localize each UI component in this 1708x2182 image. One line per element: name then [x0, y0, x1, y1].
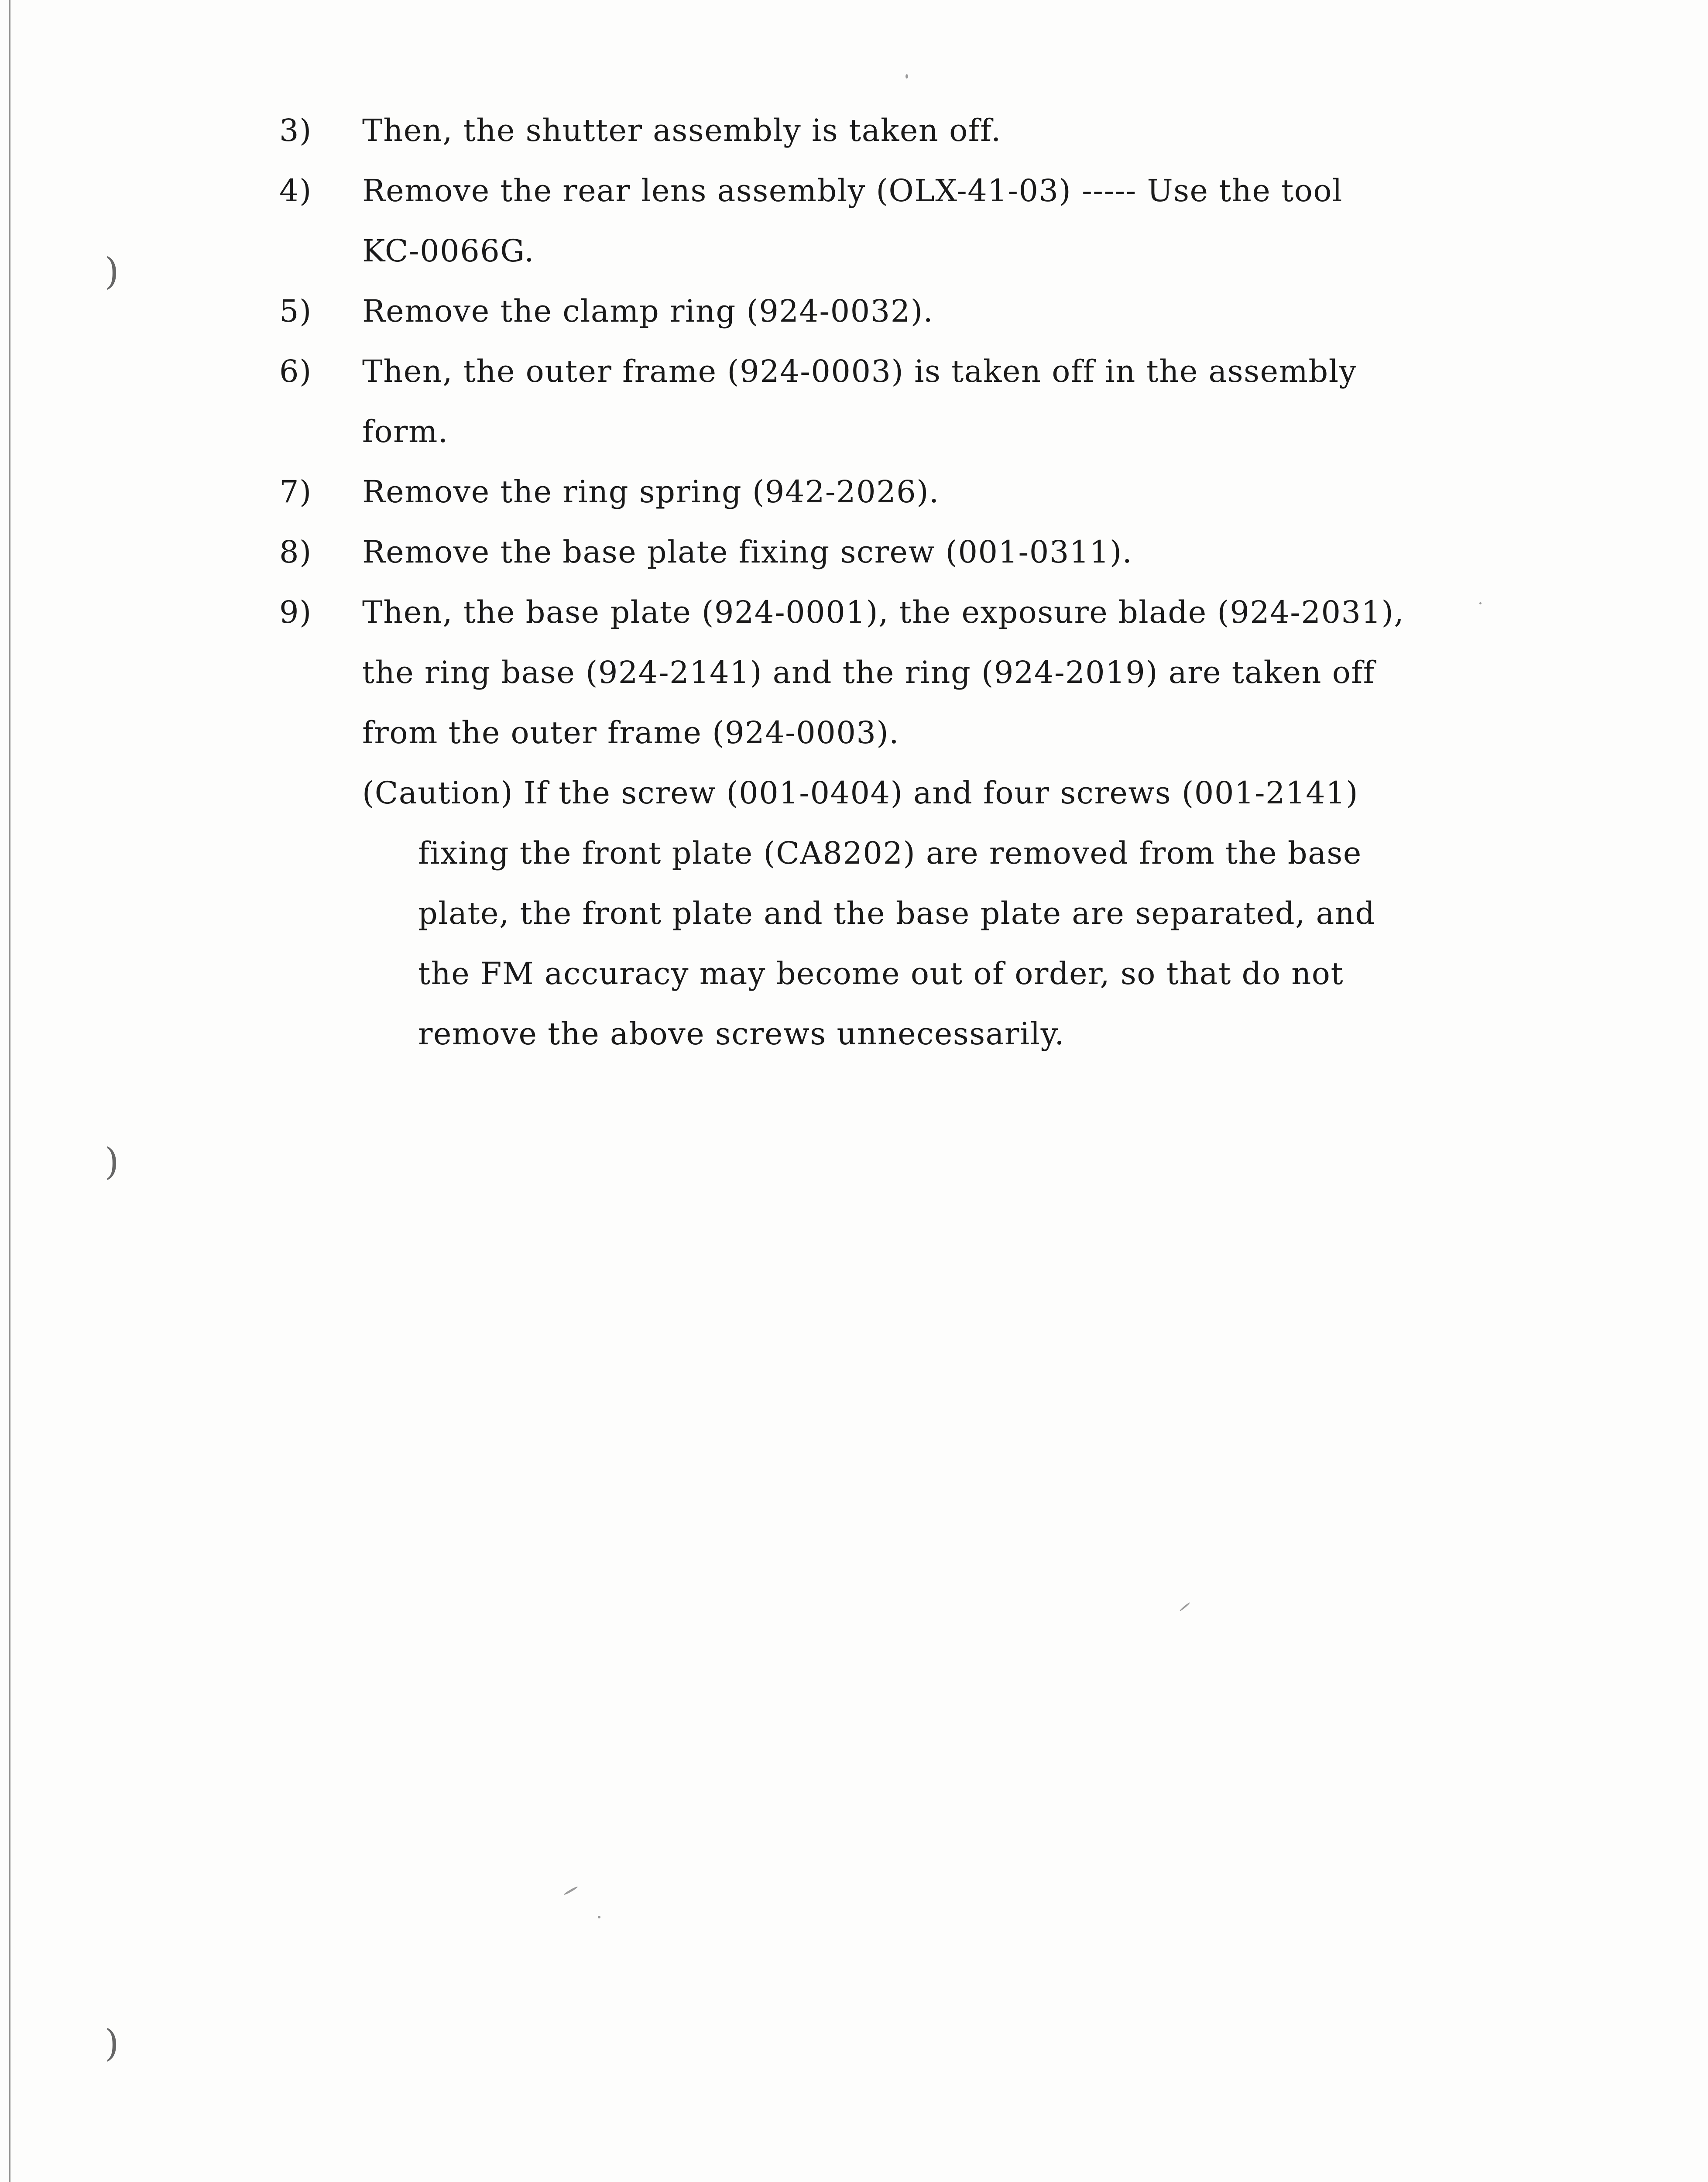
caution-note: [362, 763, 1588, 1064]
scan-speck: [1179, 1602, 1190, 1612]
step-text: [362, 281, 1588, 341]
step-text: [362, 161, 1588, 281]
step-line: Then, the base plate (924-0001), the exposure blade (924-2031),: [362, 594, 1405, 630]
binding-mark: ): [105, 250, 119, 293]
caution-line: (Caution) If the screw (001-0404) and four screws (001-2141): [362, 775, 1359, 811]
binding-mark: ): [105, 1140, 119, 1183]
scan-speck: [905, 74, 908, 79]
step-text: [362, 100, 1588, 161]
step-item: [279, 100, 1588, 161]
step-item: [279, 341, 1588, 462]
binding-mark: ): [105, 2022, 119, 2065]
step-item: [279, 161, 1588, 281]
step-line: the ring base (924-2141) and the ring (924-2019) are taken off: [362, 655, 1375, 690]
step-line: Remove the rear lens assembly (OLX-41-03) ----- Use the tool: [362, 173, 1343, 209]
step-line: Then, the shutter assembly is taken off.: [362, 113, 1001, 148]
step-item: [279, 462, 1588, 522]
step-line: Remove the base plate fixing screw (001-0311).: [362, 534, 1133, 570]
step-line: Remove the ring spring (942-2026).: [362, 474, 940, 510]
step-text: [362, 582, 1588, 763]
caution-line: plate, the front plate and the base plate are separated, and: [418, 895, 1375, 931]
step-number: 3): [279, 113, 312, 148]
step-line: Remove the clamp ring (924-0032).: [362, 293, 934, 329]
step-text: [362, 341, 1588, 462]
step-line: form.: [362, 414, 449, 449]
step-number: 5): [279, 293, 312, 329]
step-line: KC-0066G.: [362, 233, 535, 269]
step-line: Then, the outer frame (924-0003) is taken off in the assembly: [362, 353, 1357, 389]
step-item: [279, 281, 1588, 341]
step-number: 8): [279, 534, 312, 570]
step-number: 6): [279, 353, 312, 389]
step-number: 9): [279, 594, 312, 630]
scan-speck: [563, 1886, 578, 1895]
caution-line: remove the above screws unnecessarily.: [418, 1016, 1065, 1052]
step-line: from the outer frame (924-0003).: [362, 715, 899, 751]
step-number: 4): [279, 173, 312, 209]
caution-line: fixing the front plate (CA8202) are removed from the base: [418, 835, 1362, 871]
binding-edge-line: [9, 0, 10, 2182]
step-text: [362, 522, 1588, 582]
step-number: 7): [279, 474, 312, 510]
step-item: [279, 522, 1588, 582]
scan-speck: [598, 1916, 600, 1918]
step-text: [362, 462, 1588, 522]
step-item: [279, 582, 1588, 763]
caution-line: the FM accuracy may become out of order, so that do not: [418, 956, 1344, 992]
procedure-text: [279, 100, 1588, 1064]
